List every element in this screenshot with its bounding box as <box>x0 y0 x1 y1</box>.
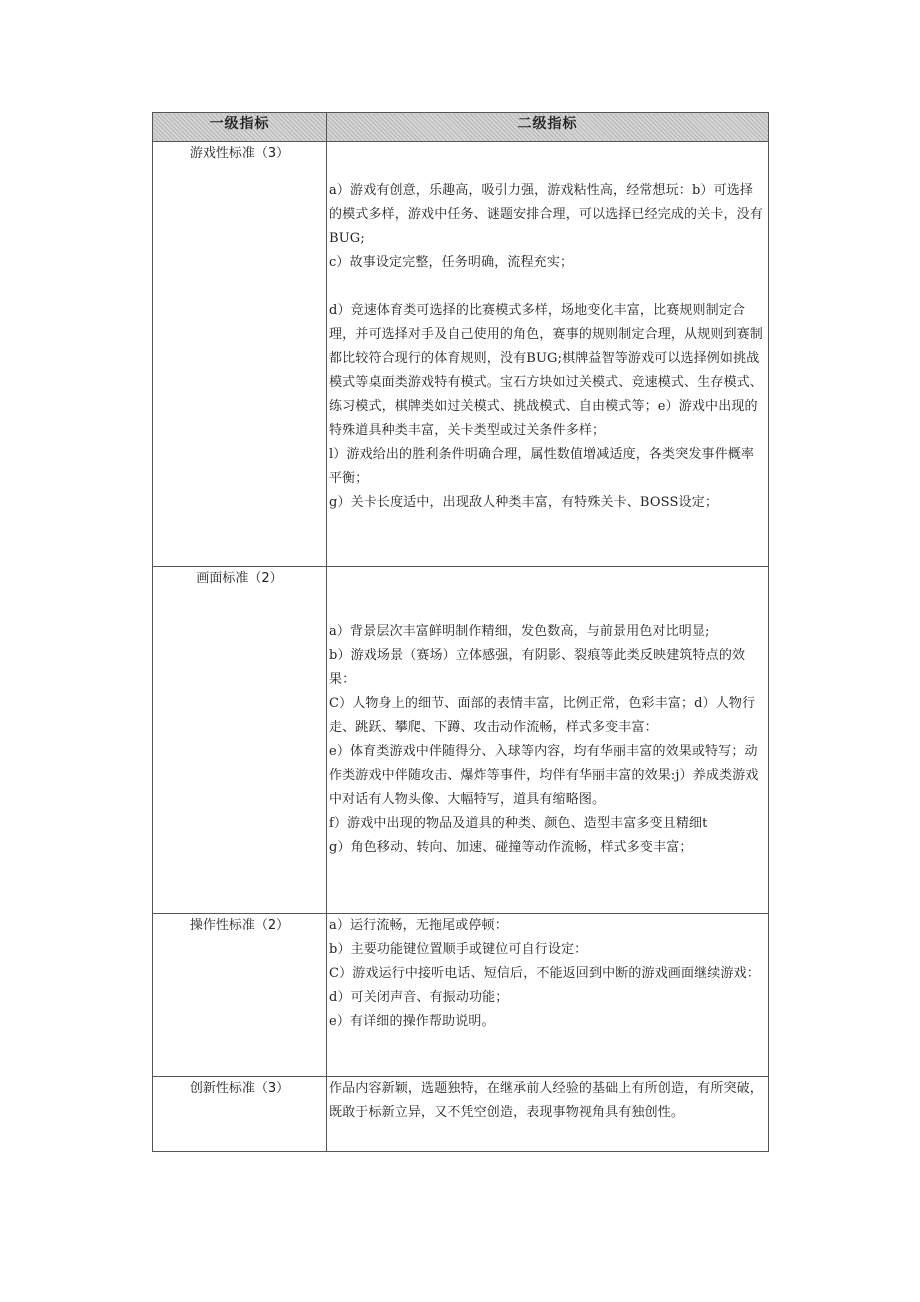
detail-item: l）游戏给出的胜利条件明确合理，属性数值增减适度，各类突发事件概率平衡； <box>329 447 755 486</box>
detail-item: 作品内容新颖，选题独特，在继承前人经验的基础上有所创造，有所突破，既敢于标新立异，又不凭空创造，表现事物视角具有独创性。 <box>329 1081 763 1120</box>
detail-item: C）游戏运行中接听电话、短信后，不能返回到中断的游戏画面继续游戏： <box>329 966 760 981</box>
details-operability <box>327 914 769 1077</box>
table-header-row <box>153 113 769 142</box>
header-level1: 一级指标 <box>153 113 327 142</box>
detail-item: a）游戏有创意，乐趣高，吸引力强，游戏粘性高，经常想玩：b）可选择的模式多样，游戏中任务、谜题安排合理，可以选择已经完成的关卡，没有BUG; <box>329 183 763 246</box>
detail-item: f）游戏中出现的物品及道具的种类、颜色、造型丰富多变且精细t <box>329 816 708 831</box>
details-innovation <box>327 1077 769 1152</box>
table-row <box>153 914 769 1077</box>
detail-item: g）关卡长度适中，出现敌人种类丰富，有特殊关卡、BOSS设定； <box>329 495 719 510</box>
detail-item: c）故事设定完整，任务明确，流程充实； <box>329 255 574 270</box>
criteria-table <box>152 112 769 1152</box>
details-gameplay <box>327 142 769 567</box>
detail-item: C）人物身上的细节、面部的表情丰富，比例正常，色彩丰富；d）人物行走、跳跃、攀爬、下蹲、攻击动作流畅，样式多变丰富： <box>329 696 756 735</box>
criterion-innovation: 创新性标准（3） <box>153 1077 327 1152</box>
table-row <box>153 567 769 914</box>
detail-item: g）角色移动、转向、加速、碰撞等动作流畅，样式多变丰富； <box>329 840 693 855</box>
table-row <box>153 142 769 567</box>
detail-item: a）运行流畅，无拖尾或停顿： <box>329 918 508 933</box>
criterion-graphics: 画面标准（2） <box>153 567 327 914</box>
detail-item: e）体育类游戏中伴随得分、入球等内容，均有华丽丰富的效果或特写；动作类游戏中伴随攻击、爆炸等事件，均伴有华丽丰富的效果:j）养成类游戏中对话有人物头像、大幅特写，道具有缩略图。 <box>329 744 759 807</box>
detail-item: d）可关闭声音、有振动功能； <box>329 990 509 1005</box>
detail-item: e）有详细的操作帮助说明。 <box>329 1014 495 1029</box>
detail-item: d）竞速体育类可选择的比赛模式多样，场地变化丰富，比赛规则制定合理，并可选择对手及自己使用的角色，赛事的规则制定合理，从规则到赛制都比较符合现行的体育规则，没有BUG;棋牌益智等游戏可以选择例如挑战模式等桌面类游戏特有模式。宝石方块如过关模式、竞速模式、生存模式、练习模式，棋牌类如过关模式、挑战模式、自由模式等；e）游戏中出现的特殊道具种类丰富，关卡类型或过关条件多样； <box>329 303 763 438</box>
details-graphics <box>327 567 769 914</box>
detail-item: a）背景层次丰富鲜明制作精细，发色数高，与前景用色对比明显; <box>329 624 710 639</box>
detail-item: b）主要功能键位置顺手或键位可自行设定： <box>329 942 588 957</box>
criterion-gameplay: 游戏性标准（3） <box>153 142 327 567</box>
table-row <box>153 1077 769 1152</box>
header-level2: 二级指标 <box>327 113 769 142</box>
detail-item: b）游戏场景（赛场）立体感强，有阴影、裂痕等此类反映建筑特点的效果： <box>329 648 746 687</box>
criterion-operability: 操作性标准（2） <box>153 914 327 1077</box>
